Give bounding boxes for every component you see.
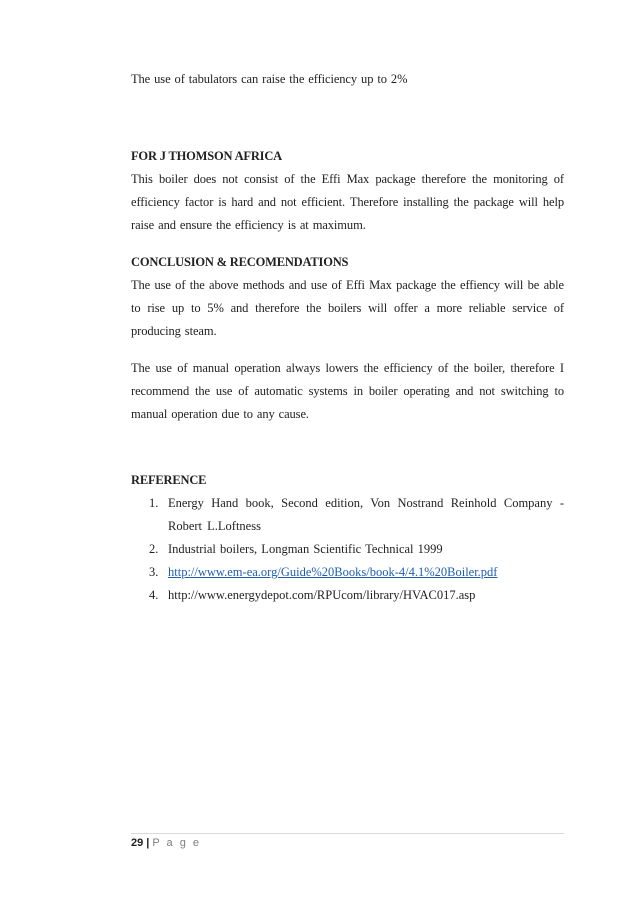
page-label: P a g e (152, 837, 201, 849)
footer-divider (131, 833, 564, 834)
reference-number: 4. (149, 588, 159, 602)
reference-number: 3. (149, 565, 159, 579)
intro-paragraph: The use of tabulators can raise the efficiency up to 2% (131, 72, 408, 86)
reference-item (131, 561, 564, 584)
reference-number: 1. (149, 496, 159, 510)
reference-item (131, 538, 564, 561)
reference-text: Industrial boilers, Longman Scientific Technical 1999 (168, 542, 443, 556)
reference-text: Energy Hand book, Second edition, Von Nostrand Reinhold Company - Robert L.Loftness (168, 496, 564, 533)
page-number: 29 (131, 837, 144, 849)
conclusion-heading: CONCLUSION & RECOMENDATIONS (131, 255, 349, 269)
conclusion-paragraph-1: The use of the above methods and use of Effi Max package the effiency will be able to rise up to 5% and therefore the boilers will offer a more reliable service of producing steam. (131, 278, 564, 338)
reference-text: http://www.energydepot.com/RPUcom/library/HVAC017.asp (168, 588, 476, 602)
page-footer (131, 836, 201, 850)
thomson-heading: FOR J THOMSON AFRICA (131, 149, 282, 163)
reference-number: 2. (149, 542, 159, 556)
reference-item (131, 584, 564, 607)
thomson-paragraph: This boiler does not consist of the Effi Max package therefore the monitoring of efficiency factor is hard and not efficient. Therefore installing the package will help raise and ensure the efficiency is at maximum. (131, 172, 564, 232)
reference-list (131, 492, 564, 607)
conclusion-paragraph-2: The use of manual operation always lowers the efficiency of the boiler, therefore I recommend the use of automatic systems in boiler operating and not switching to manual operation due to any cause. (131, 361, 564, 421)
footer-separator: | (146, 837, 150, 849)
reference-heading: REFERENCE (131, 473, 207, 487)
reference-link[interactable]: http://www.em-ea.org/Guide%20Books/book-4/4.1%20Boiler.pdf (168, 565, 498, 579)
page-content (131, 68, 564, 607)
reference-item (131, 492, 564, 538)
